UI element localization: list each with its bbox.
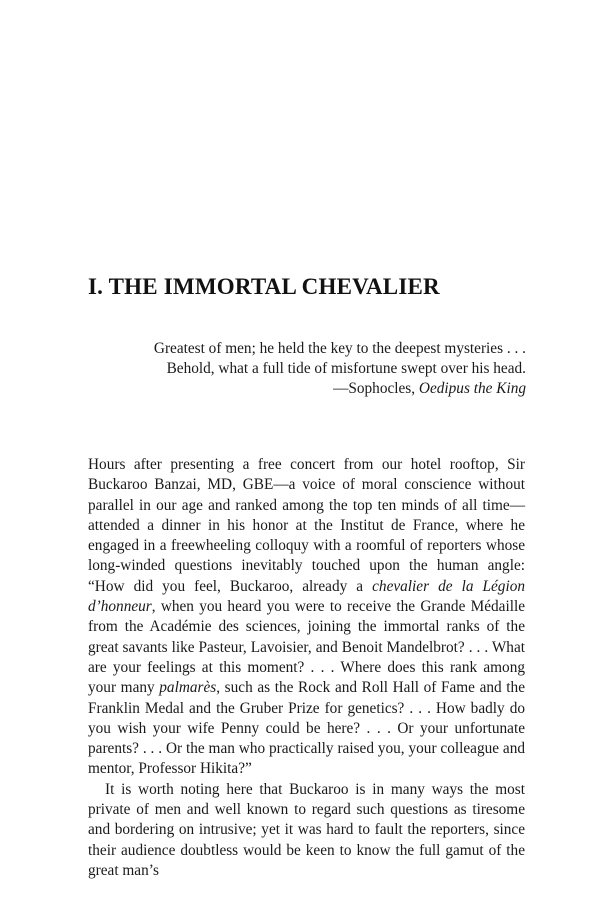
paragraph-1 (88, 455, 525, 780)
chapter-title: I. THE IMMORTAL CHEVALIER (88, 274, 440, 299)
paragraph-1-italic-2: palmarès (159, 679, 217, 697)
paragraph-2: It is worth noting here that Buckaroo is in many ways the most private of men and well known to regard such questions as tiresome and bordering on intrusive; yet it was hard to fault the reporters, since their audience doubtless would be keen to know the full gamut of the great man’s (88, 780, 525, 879)
epigraph-author: —Sophocles, (333, 380, 419, 397)
paragraph-1-italic-1: chevalier de la Légion d’honneur (88, 577, 525, 616)
paragraph-1-part-3: , such as the Rock and Roll Hall of Fame and the Franklin Medal and the Gruber Prize for genetics? . . . How badly do you wish your wife Penny could be here? . . . Or your unfortunate parents? . . . Or the man who practically raised you, your colleague and mentor, Professor Hikita?” (88, 679, 525, 778)
epigraph (120, 339, 526, 399)
epigraph-work-title: Oedipus the King (418, 380, 526, 397)
paragraph-1-part-1: Hours after presenting a free concert from our hotel rooftop, Sir Buckaroo Banzai, MD, GBE—a voice of moral conscience without parallel in our age and ranked among the top ten minds of all time—attended a dinner in his honor at the Institut de France, where he engaged in a freewheeling colloquy with a roomful of reporters whose long-winded questions inevitably touched upon the human angle: “How did you feel, Buckaroo, already a (88, 456, 525, 595)
epigraph-line-1: Greatest of men; he held the key to the deepest mysteries . . . (153, 340, 526, 357)
epigraph-attribution (120, 379, 526, 399)
paragraph-1-part-2: , when you heard you were to receive the Grande Médaille from the Académie des sciences, joining the immortal ranks of the great savants like Pasteur, Lavoisier, and Benoit Mandelbrot? . . . What are your feelings at this moment? . . . Where does this rank among your many (88, 598, 525, 697)
epigraph-line-2: Behold, what a full tide of misfortune swept over his head. (166, 360, 526, 377)
body-text (88, 455, 525, 881)
